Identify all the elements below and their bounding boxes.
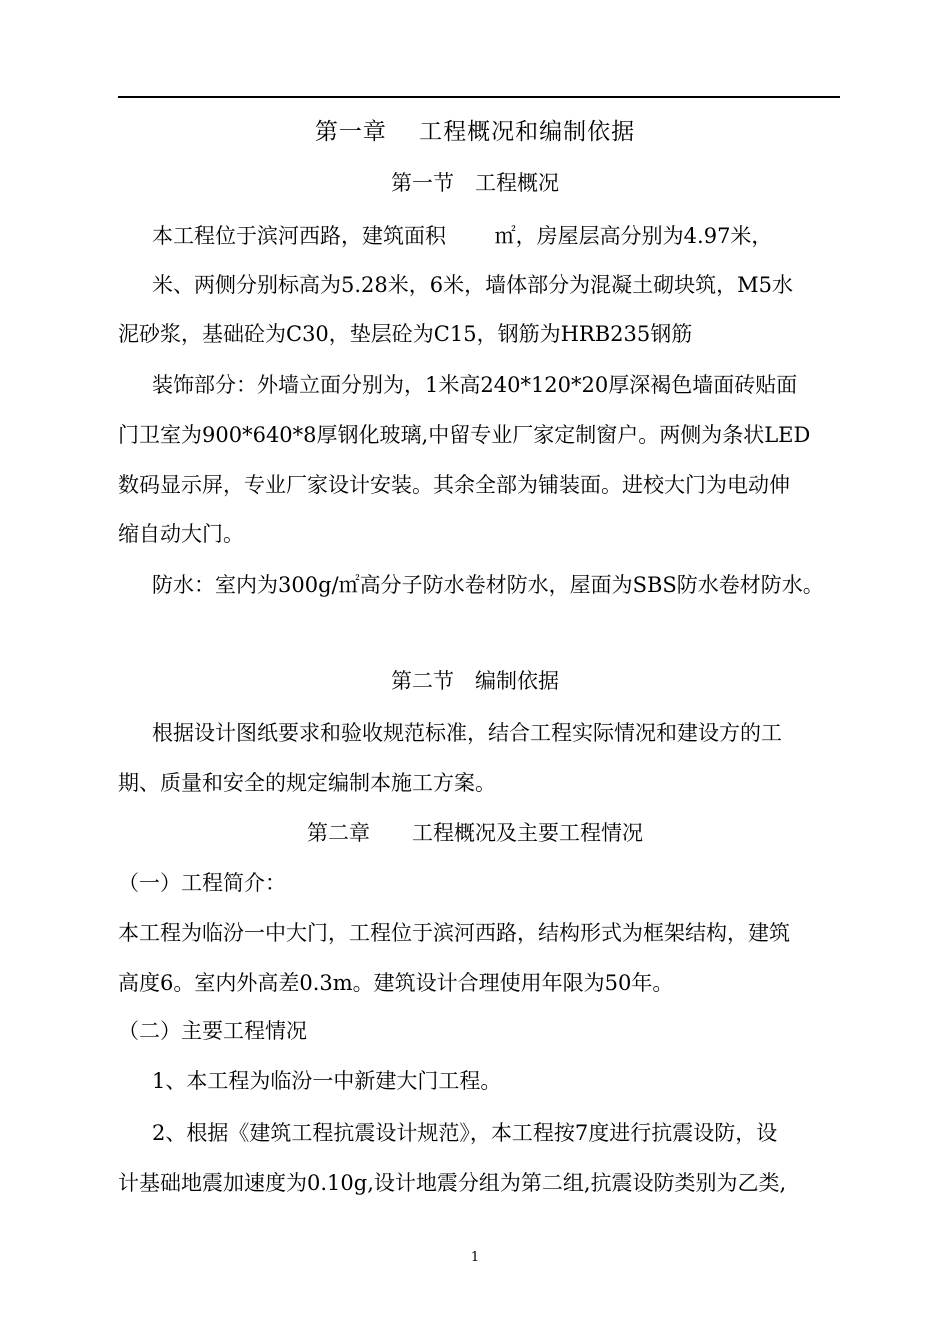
chapter-2-title: 第二章 工程概况及主要工程情况 (307, 821, 643, 845)
section-1-title: 第一节 工程概况 (391, 171, 559, 195)
paragraph-line: 本工程位于滨河西路，建筑面积 ㎡，房屋层高分别为4.97米， (152, 224, 773, 248)
paragraph-line: 装饰部分：外墙立面分别为，1米高240*120*20厚深褐色墙面砖贴面 (152, 373, 798, 397)
paragraph-line: 门卫室为900*640*8厚钢化玻璃,中留专业厂家定制窗户。两侧为条状LED (118, 423, 811, 447)
header-rule (118, 96, 840, 98)
paragraph-line: 期、质量和安全的规定编制本施工方案。 (118, 771, 496, 795)
chapter-1-title: 第一章 工程概况和编制依据 (314, 119, 636, 145)
paragraph-line: 高度6。室内外高差0.3m。建筑设计合理使用年限为50年。 (118, 971, 674, 995)
list-item: 1、本工程为临汾一中新建大门工程。 (152, 1069, 502, 1093)
paragraph-line: 米、两侧分别标高为5.28米，6米，墙体部分为混凝土砌块筑，M5水 (152, 273, 793, 297)
page-number: 1 (470, 1250, 480, 1265)
paragraph-line: 泥砂浆，基础砼为C30，垫层砼为C15，钢筋为HRB235钢筋 (118, 322, 693, 346)
paragraph-line: 本工程为临汾一中大门，工程位于滨河西路，结构形式为框架结构，建筑 (118, 921, 790, 945)
paragraph-line: 计基础地震加速度为0.10g,设计地震分组为第二组,抗震设防类别为乙类, (118, 1171, 787, 1195)
subsection-1-title: （一）工程简介： (118, 871, 286, 895)
paragraph-line: 缩自动大门。 (118, 522, 244, 546)
paragraph-line: 防水：室内为300g/㎡高分子防水卷材防水，屋面为SBS防水卷材防水。 (152, 573, 824, 597)
section-2-title: 第二节 编制依据 (391, 669, 559, 693)
paragraph-line: 根据设计图纸要求和验收规范标准，结合工程实际情况和建设方的工 (152, 721, 782, 745)
list-item: 2、根据《建筑工程抗震设计规范》，本工程按7度进行抗震设防，设 (152, 1121, 778, 1145)
paragraph-line: 数码显示屏，专业厂家设计安装。其余全部为铺装面。进校大门为电动伸 (118, 473, 790, 497)
subsection-2-title: （二）主要工程情况 (118, 1019, 307, 1043)
